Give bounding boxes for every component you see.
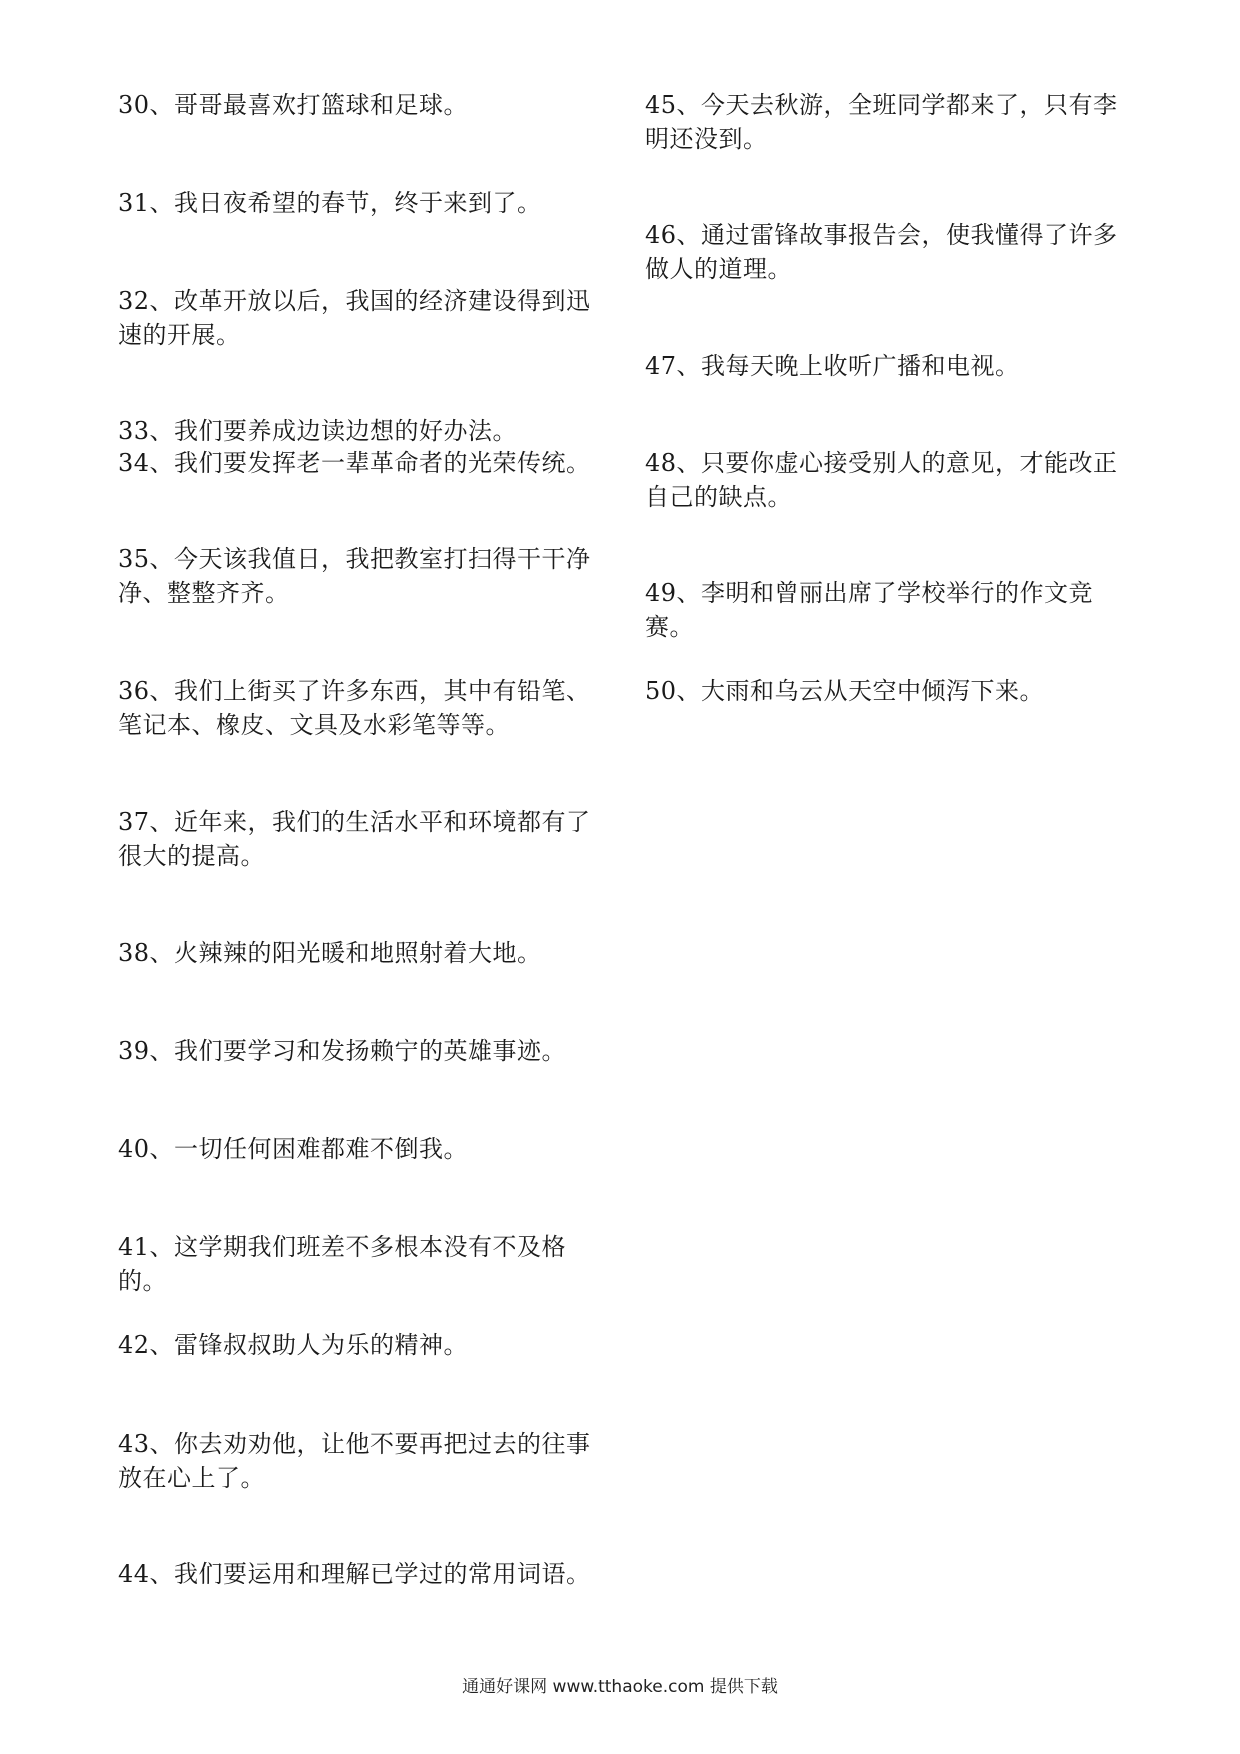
sentence-item: 40、一切任何困难都难不倒我。 [118,1135,469,1163]
sentence-item: 42、雷锋叔叔助人为乐的精神。 [118,1331,469,1359]
sentence-item: 36、我们上街买了许多东西，其中有铅笔、笔记本、橡皮、文具及水彩笔等等。 [118,677,591,739]
sentence-item: 39、我们要学习和发扬赖宁的英雄事迹。 [118,1037,567,1065]
sentence-item: 33、我们要养成边读边想的好办法。 [118,417,518,445]
sentence-item: 50、大雨和乌云从天空中倾泻下来。 [645,677,1045,705]
sentence-item: 37、近年来，我们的生活水平和环境都有了很大的提高。 [118,808,591,870]
sentence-item: 45、今天去秋游，全班同学都来了，只有李明还没到。 [645,91,1118,153]
sentence-item: 32、改革开放以后，我国的经济建设得到迅速的开展。 [118,287,591,349]
sentence-item: 48、只要你虚心接受别人的意见，才能改正自己的缺点。 [645,449,1118,511]
sentence-item: 34、我们要发挥老一辈革命者的光荣传统。 [118,449,591,477]
sentence-item: 44、我们要运用和理解已学过的常用词语。 [118,1560,591,1588]
sentence-item: 46、通过雷锋故事报告会，使我懂得了许多做人的道理。 [645,221,1118,283]
sentence-item: 43、你去劝劝他，让他不要再把过去的往事放在心上了。 [118,1430,591,1492]
sentence-item: 38、火辣辣的阳光暖和地照射着大地。 [118,939,542,967]
sentence-item: 31、我日夜希望的春节，终于来到了。 [118,189,542,217]
sentence-item: 35、今天该我值日，我把教室打扫得干干净净、整整齐齐。 [118,545,591,607]
sentence-item: 30、哥哥最喜欢打篮球和足球。 [118,91,469,119]
sentence-item: 49、李明和曾丽出席了学校举行的作文竞赛。 [645,579,1094,641]
sentence-item: 41、这学期我们班差不多根本没有不及格的。 [118,1233,567,1295]
sentence-item: 47、我每天晚上收听广播和电视。 [645,352,1020,380]
page-footer: 通通好课网 www.tthaoke.com 提供下载 [462,1677,778,1697]
